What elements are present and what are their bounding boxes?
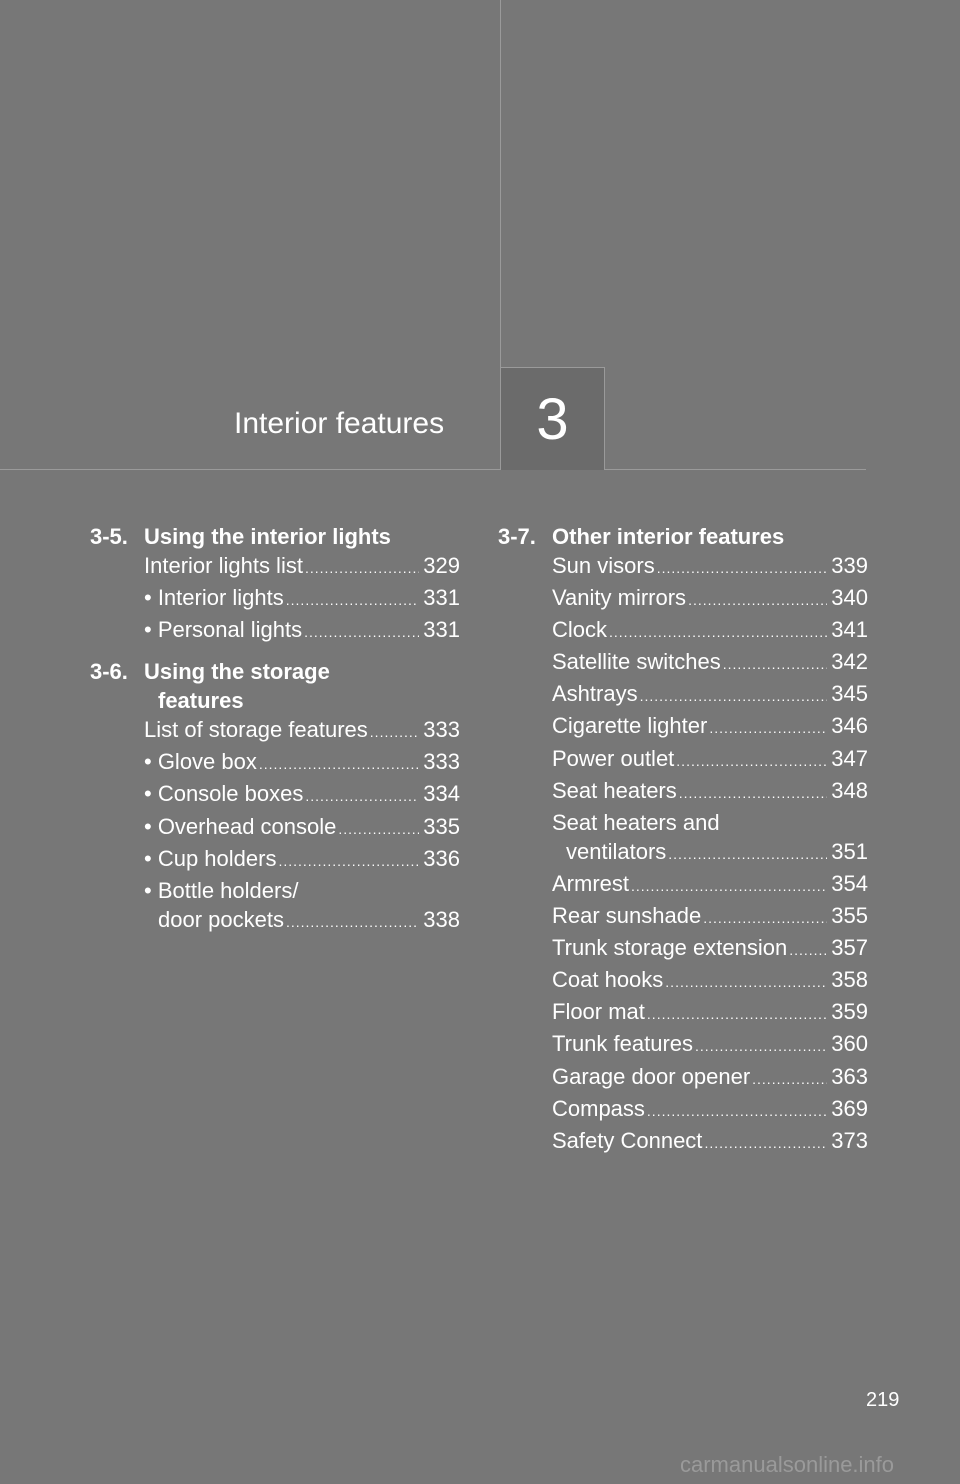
toc-section-3-5 xyxy=(90,522,460,647)
toc-entry-page: 346 xyxy=(831,713,868,739)
toc-entry-page: 335 xyxy=(423,813,460,839)
toc-right-column xyxy=(498,522,868,1168)
leader-dots xyxy=(752,1065,827,1094)
toc-entry-page: 342 xyxy=(831,649,868,675)
toc-entry-label: Floor mat xyxy=(552,999,645,1025)
leader-dots xyxy=(338,815,419,844)
leader-dots xyxy=(640,682,828,711)
toc-entry-page: 359 xyxy=(831,999,868,1025)
toc-entry-label: Cigarette lighter xyxy=(552,713,708,739)
toc-entry-label: • Cup holders xyxy=(144,845,277,871)
section-heading xyxy=(90,657,460,715)
toc-entry-label: Trunk storage extension xyxy=(552,935,788,961)
toc-entry[interactable] xyxy=(144,551,460,583)
toc-entry-page: 333 xyxy=(423,717,460,743)
leader-dots xyxy=(668,840,827,869)
toc-entry-page: 347 xyxy=(831,745,868,771)
toc-entry-multiline[interactable] xyxy=(144,876,460,937)
toc-entry-page: 373 xyxy=(831,1127,868,1153)
toc-entry[interactable] xyxy=(144,747,460,779)
toc-entry[interactable] xyxy=(552,1094,868,1126)
section-title xyxy=(144,657,460,715)
toc-entry-label: Coat hooks xyxy=(552,967,664,993)
leader-dots xyxy=(304,618,419,647)
toc-entry[interactable] xyxy=(552,1126,868,1158)
toc-entry-label: Clock xyxy=(552,617,608,643)
toc-entry-page: 333 xyxy=(423,749,460,775)
leader-dots xyxy=(709,714,827,743)
toc-entry-label: Armrest xyxy=(552,870,629,896)
toc-entry[interactable] xyxy=(552,1062,868,1094)
toc-entry-page: 334 xyxy=(423,781,460,807)
section-heading xyxy=(90,522,460,551)
toc-entry[interactable] xyxy=(552,1029,868,1061)
toc-entry-label: ventilators xyxy=(566,838,667,864)
toc-entry[interactable] xyxy=(144,583,460,615)
leader-dots xyxy=(278,847,419,876)
toc-entry-label: • Glove box xyxy=(144,749,257,775)
toc-entry-page: 339 xyxy=(831,553,868,578)
leader-dots xyxy=(609,618,827,647)
toc-entry-label: Ashtrays xyxy=(552,681,638,707)
leader-dots xyxy=(305,782,419,811)
toc-entry[interactable] xyxy=(552,551,868,583)
header-rule xyxy=(0,469,866,470)
toc-entry[interactable] xyxy=(552,711,868,743)
toc-entry-label: door pockets xyxy=(158,906,284,932)
toc-entry-page: 345 xyxy=(831,681,868,707)
leader-dots xyxy=(695,1032,827,1061)
section-number: 3-7. xyxy=(498,524,536,549)
leader-dots xyxy=(657,554,828,583)
section-heading xyxy=(498,522,868,551)
toc-entry-page: 340 xyxy=(831,585,868,611)
section-title: Other interior features xyxy=(552,524,785,549)
toc-entry[interactable] xyxy=(552,901,868,933)
toc-entry[interactable] xyxy=(552,647,868,679)
toc-entry-label: • Bottle holders/ xyxy=(144,877,299,903)
toc-entry[interactable] xyxy=(552,744,868,776)
toc-left-column xyxy=(90,522,460,947)
leader-dots xyxy=(789,936,827,965)
leader-dots xyxy=(688,586,827,615)
toc-entry-page: 348 xyxy=(831,777,868,803)
toc-entry[interactable] xyxy=(144,615,460,647)
toc-entry[interactable] xyxy=(144,844,460,876)
toc-entry-page: 329 xyxy=(423,553,460,578)
leader-dots xyxy=(703,904,827,933)
toc-entry-label: • Console boxes xyxy=(144,781,304,807)
section-number: 3-5. xyxy=(90,524,128,549)
toc-entry[interactable] xyxy=(552,679,868,711)
toc-entry[interactable] xyxy=(552,615,868,647)
chapter-number-box xyxy=(501,367,605,470)
leader-dots xyxy=(676,747,827,776)
toc-entry[interactable] xyxy=(144,779,460,811)
toc-entry-page: 358 xyxy=(831,967,868,993)
toc-entry-label: Rear sunshade xyxy=(552,903,702,929)
leader-dots xyxy=(647,1000,827,1029)
toc-entry-label: Safety Connect xyxy=(552,1127,703,1153)
toc-entry[interactable] xyxy=(552,997,868,1029)
toc-entry-page: 363 xyxy=(831,1063,868,1089)
toc-entry-label: Seat heaters and xyxy=(552,809,720,835)
leader-dots xyxy=(647,1097,827,1126)
toc-entry-page: 351 xyxy=(831,838,868,864)
toc-entry-label: Vanity mirrors xyxy=(552,585,687,611)
toc-entry-continuation xyxy=(158,905,460,937)
toc-entry-label: List of storage features xyxy=(144,717,368,743)
toc-entry-page: 331 xyxy=(423,617,460,643)
toc-entry-page: 360 xyxy=(831,1031,868,1057)
section-title: Using the interior lights xyxy=(144,524,391,549)
leader-dots xyxy=(286,586,420,615)
toc-entry-page: 338 xyxy=(423,906,460,932)
leader-dots xyxy=(704,1129,827,1158)
section-title-line: features xyxy=(158,688,244,714)
toc-entry-page: 341 xyxy=(831,617,868,643)
chapter-title: Interior features xyxy=(234,407,445,440)
leader-dots xyxy=(679,779,828,808)
toc-entry-page: 331 xyxy=(423,585,460,611)
watermark: carmanualsonline.info xyxy=(680,1452,895,1477)
toc-entry-multiline[interactable] xyxy=(552,808,868,869)
chapter-number: 3 xyxy=(536,386,569,452)
toc-entry[interactable] xyxy=(552,776,868,808)
leader-dots xyxy=(286,908,419,937)
section-title-line: Using the storage xyxy=(144,659,330,685)
toc-entry-page: 369 xyxy=(831,1095,868,1121)
toc-entry[interactable] xyxy=(552,583,868,615)
toc-entry-label: • Personal lights xyxy=(144,617,303,643)
toc-entry-label: Trunk features xyxy=(552,1031,694,1057)
toc-entry[interactable] xyxy=(552,869,868,901)
toc-entry-label: Satellite switches xyxy=(552,649,721,675)
page-number: 219 xyxy=(866,1389,900,1411)
leader-dots xyxy=(665,968,827,997)
toc-entry-label: Interior lights list xyxy=(144,553,303,578)
toc-entry-label: Power outlet xyxy=(552,745,675,771)
toc-section-3-7 xyxy=(498,522,868,1158)
toc-entry-label: • Interior lights xyxy=(144,585,284,611)
toc-entry-page: 336 xyxy=(423,845,460,871)
toc-entry-page: 357 xyxy=(831,935,868,961)
toc-entry[interactable] xyxy=(144,715,460,747)
toc-section-3-6 xyxy=(90,657,460,937)
toc-entry[interactable] xyxy=(552,965,868,997)
leader-dots xyxy=(631,872,827,901)
leader-dots xyxy=(723,650,828,679)
toc-entry-label: Compass xyxy=(552,1095,645,1121)
toc-entry-label: • Overhead console xyxy=(144,813,337,839)
toc-entry[interactable] xyxy=(144,812,460,844)
toc-entry-label: Garage door opener xyxy=(552,1063,751,1089)
toc-entry-label: Sun visors xyxy=(552,553,655,578)
leader-dots xyxy=(259,750,419,779)
toc-entry-page: 355 xyxy=(831,903,868,929)
section-number: 3-6. xyxy=(90,659,128,685)
toc-entry[interactable] xyxy=(552,933,868,965)
leader-dots xyxy=(305,554,419,583)
toc-entry-continuation xyxy=(566,837,868,869)
leader-dots xyxy=(370,718,419,747)
toc-entry-page: 354 xyxy=(831,870,868,896)
toc-entry-label: Seat heaters xyxy=(552,777,677,803)
